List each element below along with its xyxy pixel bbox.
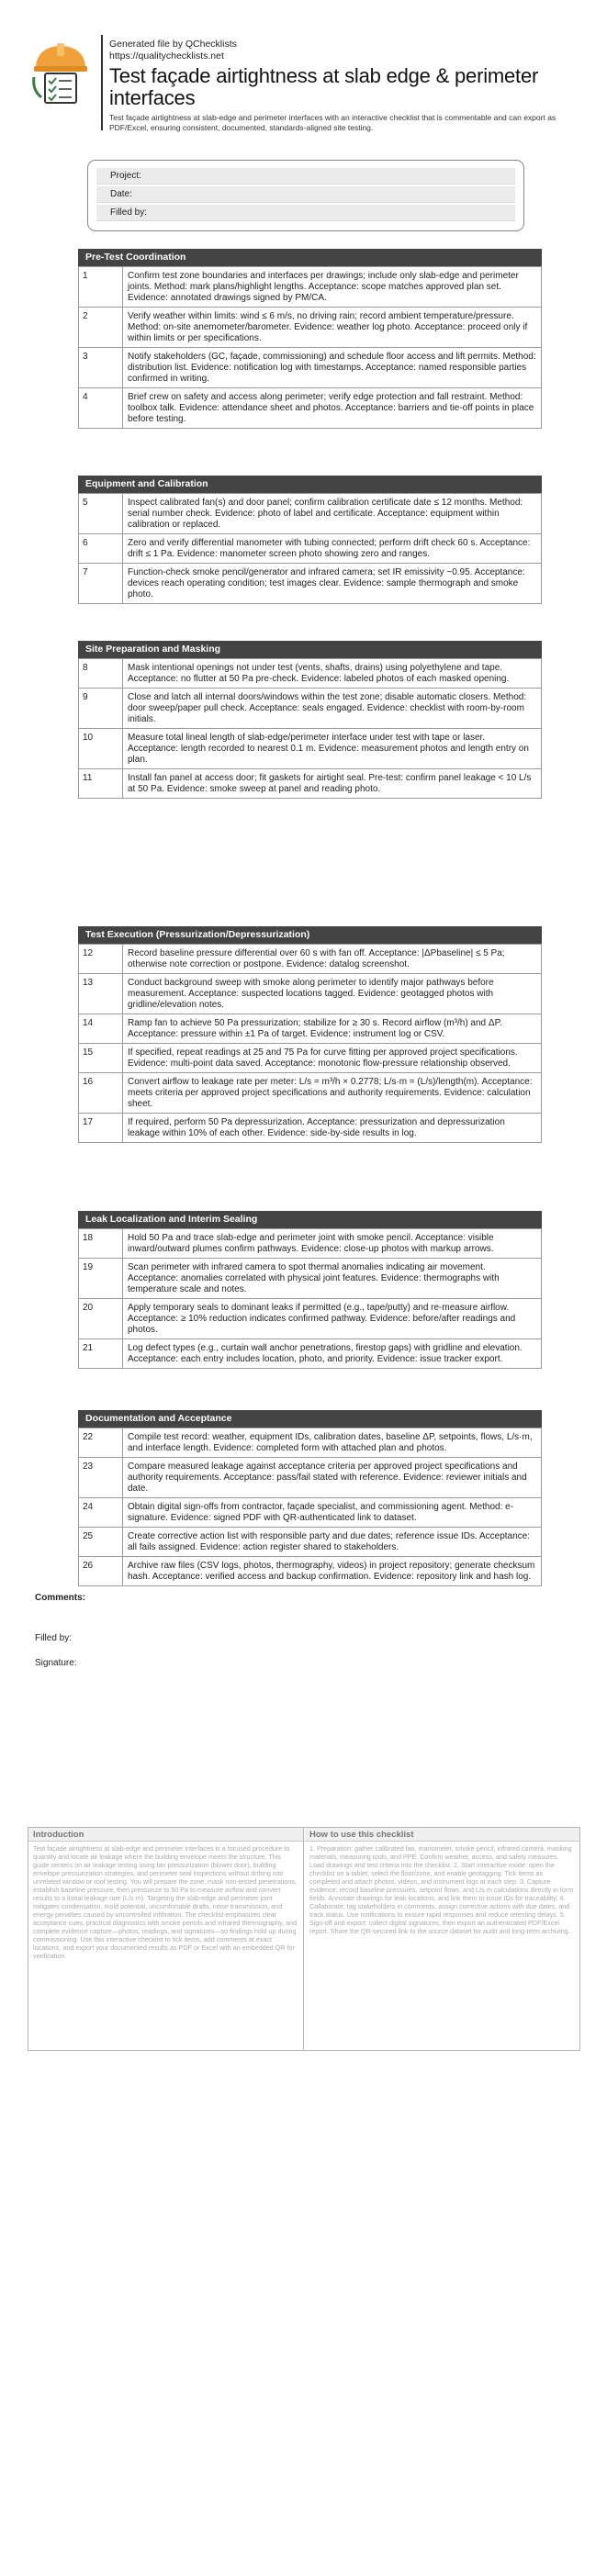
checklist-row[interactable] xyxy=(79,1299,542,1339)
checklist-row[interactable] xyxy=(79,659,542,689)
item-number: 15 xyxy=(79,1044,123,1073)
checklist-row[interactable] xyxy=(79,1557,542,1586)
page-title: Test façade airtightness at slab edge & perimeter interfaces xyxy=(109,64,539,109)
checklist-row[interactable] xyxy=(79,1114,542,1143)
item-text: Compare measured leakage against acceptance criteria per approved project specifications and authority requirements. Acceptance: pass/fail stated with reference. Evidence: reviewer initials and date. xyxy=(123,1458,542,1498)
date-field[interactable]: Date: xyxy=(96,186,515,203)
item-text: Function-check smoke pencil/generator and infrared camera; set IR emissivity ~0.95. Acceptance: devices reach operating condition; test images clear. Evidence: sample thermograph and smoke photo. xyxy=(123,564,542,604)
section-test-execution xyxy=(78,926,542,1143)
item-number: 26 xyxy=(79,1557,123,1586)
item-text: Mask intentional openings not under test (vents, shafts, drains) using polyethylene and tape. Acceptance: no flutter at 50 Pa pre-check. Evidence: labeled photos of each masked opening. xyxy=(123,659,542,689)
item-number: 3 xyxy=(79,348,123,388)
how-to-heading: How to use this checklist xyxy=(305,1828,579,1842)
checklist-row[interactable] xyxy=(79,1014,542,1044)
checklist-row[interactable] xyxy=(79,534,542,564)
item-text: If specified, repeat readings at 25 and 75 Pa for curve fitting per approved project specifications. Evidence: multi-point data saved. Acceptance: monotonic flow-pressure relationship observed. xyxy=(123,1044,542,1073)
item-text: If required, perform 50 Pa depressurization. Acceptance: pressurization and depressurization leakage within 10% of each other. Evidence: side-by-side results in log. xyxy=(123,1114,542,1143)
item-text: Confirm test zone boundaries and interfaces per drawings; include only slab-edge and perimeter joints. Method: mark plans/highlight lengths. Acceptance: scope matches approved plan set. Evidence: annotated drawings signed by PM/CA. xyxy=(123,267,542,308)
how-to-text: 1. Preparation: gather calibrated fan, manometer, smoke pencil, infrared camera, masking materials, measuring tools, and PPE. Confirm weather, access, and safety measures. Load drawings and test criteria into the checklist. 2. Start interactive mode: open the checklist on a tablet; select the floor/zone, and enable geotagging. Tick items as completed and attach photos, videos, and instrument logs at each step. 3. Capture evidence: record baseline pressures, setpoint flows, and L/s·m calculations directly in form fields. Annotate drawings for leak locations, and link them to issue IDs for traceability. 4. Collaborate: tag stakeholders in comments, assign corrective actions with due dates, and track status. Use notifications to ensure rapid responses and reduce retesting delays. 5. Sign-off and export: collect digital signatures, then export an authenticated PDF/Excel report. Share the QR-secured link to the source dataset for audit and long-term archiving. xyxy=(309,1844,574,1935)
item-text: Close and latch all internal doors/windows within the test zone; disable automatic closers. Method: door sweep/paper pull check. Acceptance: seals engaged. Evidence: checklist with room-by-room initials. xyxy=(123,689,542,729)
item-number: 6 xyxy=(79,534,123,564)
checklist-row[interactable] xyxy=(79,1044,542,1073)
how-to-column xyxy=(305,1828,579,2050)
introduction-column xyxy=(28,1828,304,2050)
item-text: Compile test record: weather, equipment IDs, calibration dates, baseline ΔP, setpoints, flows, L/s·m, and interface length. Evidence: completed form with attached plan and photos. xyxy=(123,1428,542,1458)
section-documentation-acceptance xyxy=(78,1410,542,1586)
section-leak-localization xyxy=(78,1211,542,1369)
section-header: Documentation and Acceptance xyxy=(78,1410,542,1428)
item-number: 23 xyxy=(79,1458,123,1498)
signature-label[interactable]: Signature: xyxy=(35,1658,77,1668)
task-table xyxy=(78,493,542,604)
item-text: Scan perimeter with infrared camera to spot thermal anomalies indicating air movement. Acceptance: anomalies correlated with physical joint features. Evidence: thermographs with temperature scale and notes. xyxy=(123,1259,542,1299)
checklist-row[interactable] xyxy=(79,564,542,604)
checklist-row[interactable] xyxy=(79,348,542,388)
item-text: Ramp fan to achieve 50 Pa pressurization; stabilize for ≥ 30 s. Record airflow (m³/h) and ΔP. Acceptance: pressure within ±1 Pa of target. Evidence: instrument log or CSV. xyxy=(123,1014,542,1044)
item-text: Notify stakeholders (GC, façade, commissioning) and schedule floor access and lift permits. Method: distribution list. Evidence: notification log with timestamps. Acceptance: named responsible parties confirmed in writing. xyxy=(123,348,542,388)
checklist-row[interactable] xyxy=(79,1073,542,1114)
item-number: 19 xyxy=(79,1259,123,1299)
item-number: 11 xyxy=(79,769,123,799)
item-text: Log defect types (e.g., curtain wall anchor penetrations, firestop gaps) with gridline and elevation. Acceptance: each entry includes location, photo, and priority. Evidence: issue tracker export. xyxy=(123,1339,542,1369)
checklist-row[interactable] xyxy=(79,729,542,769)
item-number: 17 xyxy=(79,1114,123,1143)
item-number: 24 xyxy=(79,1498,123,1528)
item-text: Install fan panel at access door; fit gaskets for airtight seal. Pre-test: confirm panel leakage < 10 L/s at 50 Pa. Evidence: smoke sweep at panel and reading photo. xyxy=(123,769,542,799)
generated-by-label: Generated file by QChecklists xyxy=(109,39,237,50)
item-number: 10 xyxy=(79,729,123,769)
checklist-row[interactable] xyxy=(79,1458,542,1498)
qchecklists-logo-icon xyxy=(30,40,91,105)
checklist-row[interactable] xyxy=(79,689,542,729)
section-equipment-calibration xyxy=(78,476,542,604)
project-info-box xyxy=(87,160,524,231)
item-number: 12 xyxy=(79,945,123,974)
checklist-row[interactable] xyxy=(79,308,542,348)
item-number: 25 xyxy=(79,1528,123,1557)
item-number: 8 xyxy=(79,659,123,689)
item-text: Obtain digital sign-offs from contractor, façade specialist, and commissioning agent. Method: e-signature. Evidence: signed PDF with QR-authenticated link to dataset. xyxy=(123,1498,542,1528)
item-number: 20 xyxy=(79,1299,123,1339)
section-header: Pre-Test Coordination xyxy=(78,249,542,266)
footer-info-panel xyxy=(28,1827,580,2051)
filled-by-signoff-label[interactable]: Filled by: xyxy=(35,1633,73,1643)
checklist-row[interactable] xyxy=(79,974,542,1014)
section-header: Leak Localization and Interim Sealing xyxy=(78,1211,542,1228)
task-table xyxy=(78,1428,542,1586)
header-divider xyxy=(101,35,103,130)
checklist-row[interactable] xyxy=(79,1339,542,1369)
item-number: 21 xyxy=(79,1339,123,1369)
item-text: Inspect calibrated fan(s) and door panel; confirm calibration certificate date ≤ 12 months. Method: serial number check. Evidence: photo of label and certificate. Acceptance: equipment within calibration or replaced. xyxy=(123,494,542,534)
item-text: Convert airflow to leakage rate per meter: L/s = m³/h × 0.2778; L/s·m = (L/s)/length(m). Acceptance: meets criteria per approved project specifications and authority requirements. Evidence: calculation sheet. xyxy=(123,1073,542,1114)
item-number: 5 xyxy=(79,494,123,534)
item-text: Archive raw files (CSV logs, photos, thermography, videos) in project repository; generate checksum hash. Acceptance: verified access and backup confirmation. Evidence: repository link and hash log. xyxy=(123,1557,542,1586)
item-text: Brief crew on safety and access along perimeter; verify edge protection and fall restraint. Method: toolbox talk. Evidence: attendance sheet and photos. Acceptance: barriers and tie-off points in place before testing. xyxy=(123,388,542,429)
item-number: 14 xyxy=(79,1014,123,1044)
checklist-row[interactable] xyxy=(79,1259,542,1299)
introduction-text: Test façade airtightness at slab-edge and perimeter interfaces is a focused procedure to quantify and locate air leakage where the building envelope meets the structure. This guide centers on air leakage testing using fan pressurization (blower door), building envelope pressurization strategies, and perimeter seal inspections without drifting into unrelated window or roof testing. You will prepare the zone, mask non-tested penetrations, establish baseline pressure, then pressurize to 50 Pa to measure airflow and convert results to a lineal leakage rate (L/s·m). Targeting the slab-edge and perimeter joint mitigates condensation, mold potential, uncomfortable drafts, noise transmission, and energy penalties caused by uncontrolled infiltration. The checklist emphasizes clear acceptance cues, practical diagnostics with smoke pencils and infrared thermography, and complete evidence capture—photos, readings, and signatures—so findings hold up during commissioning. Use this interactive checklist to tick items, add comments at exact locations, and export your documented results as PDF or Excel with an embedded QR for verification. xyxy=(33,1844,298,1960)
task-table xyxy=(78,1228,542,1369)
item-number: 9 xyxy=(79,689,123,729)
item-number: 13 xyxy=(79,974,123,1014)
source-url-link[interactable]: https://qualitychecklists.net xyxy=(109,50,224,62)
task-table xyxy=(78,266,542,429)
item-number: 18 xyxy=(79,1229,123,1259)
section-site-preparation xyxy=(78,641,542,799)
item-text: Conduct background sweep with smoke along perimeter to identify major pathways before measurement. Acceptance: suspected locations tagged. Evidence: geotagged photos with gridline/elevation notes. xyxy=(123,974,542,1014)
checklist-row[interactable] xyxy=(79,1498,542,1528)
item-text: Record baseline pressure differential over 60 s with fan off. Acceptance: |ΔPbaseline| ≤ 5 Pa; otherwise note correction or postpone. Evidence: datalog screenshot. xyxy=(123,945,542,974)
header-text-block xyxy=(109,39,587,133)
item-number: 22 xyxy=(79,1428,123,1458)
item-number: 2 xyxy=(79,308,123,348)
task-table xyxy=(78,658,542,799)
item-text: Hold 50 Pa and trace slab-edge and perimeter joint with smoke pencil. Acceptance: visible inward/outward plumes confirm pathways. Evidence: close-up photos with markup arrows. xyxy=(123,1229,542,1259)
item-number: 1 xyxy=(79,267,123,308)
checklist-row[interactable] xyxy=(79,945,542,974)
task-table xyxy=(78,944,542,1143)
item-number: 4 xyxy=(79,388,123,429)
section-header: Site Preparation and Masking xyxy=(78,641,542,658)
item-text: Measure total lineal length of slab-edge/perimeter interface under test with tape or laser. Acceptance: length recorded to nearest 0.1 m. Evidence: measurement photos and length entry on plan. xyxy=(123,729,542,769)
section-header: Test Execution (Pressurization/Depressurization) xyxy=(78,926,542,944)
checklist-row[interactable] xyxy=(79,494,542,534)
checklist-row[interactable] xyxy=(79,1229,542,1259)
checklist-row[interactable] xyxy=(79,1528,542,1557)
filled-by-field[interactable]: Filled by: xyxy=(96,205,515,221)
item-text: Apply temporary seals to dominant leaks if permitted (e.g., tape/putty) and re-measure airflow. Acceptance: ≥ 10% reduction indicates confirmed pathway. Evidence: before/after readings and photos. xyxy=(123,1299,542,1339)
item-text: Verify weather within limits: wind ≤ 6 m/s, no driving rain; record ambient temperature/pressure. Method: on-site anemometer/barometer. Evidence: weather log photo. Acceptance: proceed only if within limits or per specifications. xyxy=(123,308,542,348)
document-header xyxy=(30,35,581,145)
item-text: Create corrective action list with responsible party and due dates; reference issue IDs. Acceptance: all fails assigned. Evidence: action register shared to stakeholders. xyxy=(123,1528,542,1557)
page-description: Test façade airtightness at slab-edge and perimeter interfaces with an interactive checklist that is commentable and can export as PDF/Excel, ensuring consistent, documented, standards-aligned site testing. xyxy=(109,113,556,132)
introduction-heading: Introduction xyxy=(28,1828,303,1842)
section-header: Equipment and Calibration xyxy=(78,476,542,493)
item-number: 7 xyxy=(79,564,123,604)
item-number: 16 xyxy=(79,1073,123,1114)
checklist-row[interactable] xyxy=(79,267,542,308)
checklist-row[interactable] xyxy=(79,1428,542,1458)
checklist-row[interactable] xyxy=(79,769,542,799)
item-text: Zero and verify differential manometer with tubing connected; perform drift check 60 s. Acceptance: drift ≤ 1 Pa. Evidence: manometer screen photo showing zero and ranges. xyxy=(123,534,542,564)
section-pre-test-coordination xyxy=(78,249,542,429)
comments-label[interactable]: Comments: xyxy=(35,1593,86,1603)
checklist-row[interactable] xyxy=(79,388,542,429)
project-field[interactable]: Project: xyxy=(96,168,515,185)
